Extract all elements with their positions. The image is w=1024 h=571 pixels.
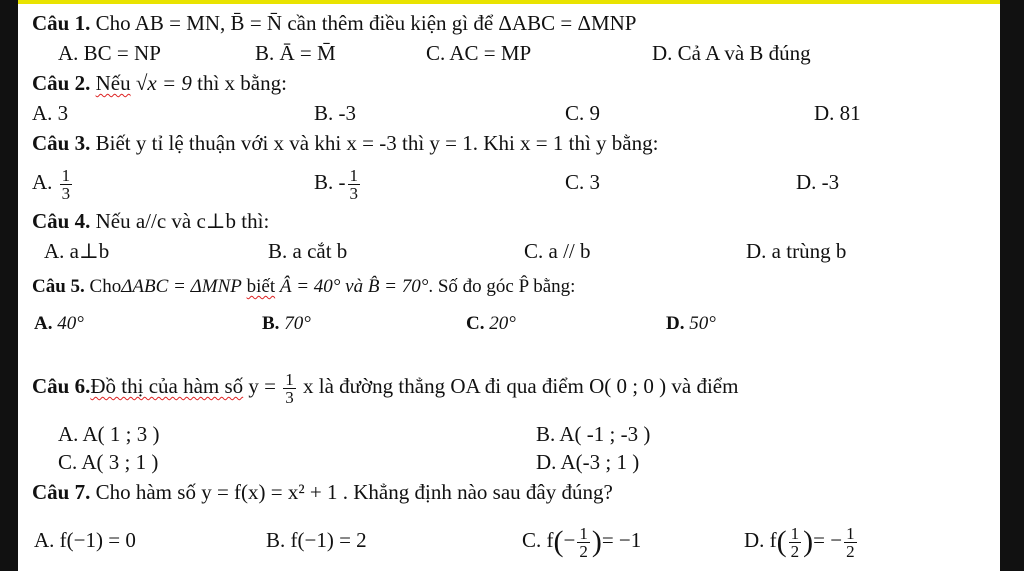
question-5 [18,272,1000,302]
numerator: 1 [790,523,800,543]
option-b[interactable] [262,309,311,339]
options-7 [18,518,1000,562]
question-2 [18,68,1000,98]
question-text: Biết y tỉ lệ thuận với x và khi x = -3 thì y = 1. Khi x = 1 thì y bằng: [95,131,659,155]
option-d[interactable]: D. 81 [814,101,861,125]
option-a[interactable]: A. f(−1) = 0 [34,528,136,552]
option-d[interactable] [744,518,859,562]
denominator: 2 [579,541,588,561]
options-4 [18,236,1000,266]
denominator: 2 [846,541,855,561]
paren-close: ) [803,525,814,559]
numerator: 1 [846,523,855,543]
question-7 [18,477,1000,507]
question-text-post: thì x bằng: [197,71,287,95]
paren-close: ) [591,525,602,559]
right-border [1000,0,1024,571]
option-label: A. [34,313,53,334]
option-label: D. [666,313,685,334]
option-value: 50° [689,313,716,334]
question-number: Câu 7. [32,480,91,504]
question-text-mid: biết [246,276,276,297]
denominator: 3 [61,183,71,203]
question-text-post: . Số đo góc P̂ bằng: [428,276,576,297]
question-3 [18,128,1000,158]
question-text: Cho AB = MN, B̄ = N̄ cần thêm điều kiện gì để ΔABC = ΔMNP [95,11,637,35]
option-c[interactable]: C. 9 [565,101,601,125]
option-label: D. f [744,528,777,552]
question-number: Câu 4. [32,209,91,233]
options-1 [18,38,1000,68]
option-value: 40° [57,313,84,334]
option-b[interactable]: B. A( -1 ; -3 ) [536,422,651,446]
option-b[interactable]: B. f(−1) = 2 [266,528,367,552]
option-d[interactable]: D. Cả A và B đúng [652,41,811,65]
question-number: Câu 6. [32,374,91,398]
option-value: 20° [489,313,516,334]
fraction [283,371,296,406]
option-a[interactable] [32,164,74,202]
option-b[interactable]: B. a cắt b [268,239,348,263]
result: = − [813,528,843,552]
math-expression-2: Â = 40° và B̂ = 70° [279,276,429,297]
denominator: 3 [285,387,294,407]
option-value: 70° [284,313,311,334]
option-a[interactable]: A. 3 [32,101,69,125]
option-label: C. f [522,528,554,552]
sign: − [563,528,576,552]
question-number: Câu 3. [32,131,91,155]
question-1 [18,8,1000,38]
question-text-post: x là đường thẳng OA đi qua điểm O( 0 ; 0 ) và điểm [303,374,739,398]
question-text-pre: Cho [89,276,122,297]
paren-open: ( [553,525,564,559]
option-label: C. [466,313,485,334]
left-border [0,0,18,571]
fraction [789,525,802,560]
option-c[interactable] [466,309,516,339]
option-c[interactable]: C. AC = MP [426,41,532,65]
option-b[interactable]: B. Ā = M̄ [255,41,336,65]
question-number: Câu 5. [32,276,85,297]
option-c[interactable]: C. a // b [524,239,591,263]
question-text-pre: Đồ thị của hàm số [90,374,244,398]
result: = −1 [601,528,642,552]
option-label: B. [262,313,280,334]
numerator: 1 [285,369,294,389]
fraction [348,167,361,202]
paren-open: ( [776,525,787,559]
math-expression: ΔABC = ΔMNP [121,276,242,297]
math-expression: √x = 9 [135,71,192,95]
option-a[interactable] [34,309,84,339]
numerator: 1 [579,523,588,543]
question-number: Câu 1. [32,11,91,35]
question-text: Nếu a//c và c⊥b thì: [95,209,270,233]
fraction [60,167,73,202]
numerator: 1 [61,165,71,185]
option-d[interactable]: D. A(-3 ; 1 ) [536,450,640,474]
option-c[interactable]: C. 3 [565,170,601,194]
question-number: Câu 2. [32,71,91,95]
numerator: 1 [349,165,358,185]
option-c[interactable]: C. A( 3 ; 1 ) [58,450,159,474]
option-label: A. [32,170,53,194]
option-c[interactable] [522,518,641,562]
options-2 [18,98,1000,128]
option-a[interactable]: A. BC = NP [58,41,161,65]
option-d[interactable] [666,309,716,339]
denominator: 3 [349,183,358,203]
option-b[interactable] [314,164,362,202]
option-label: B. - [314,170,346,194]
options-6-row-1 [18,419,1000,449]
function-y: y = [248,374,277,398]
question-6 [18,366,1000,406]
options-3 [18,164,1000,203]
question-4 [18,206,1000,236]
fraction [577,525,590,560]
option-b[interactable]: B. -3 [314,101,356,125]
worksheet [18,4,1000,571]
denominator: 2 [790,541,800,561]
option-d[interactable]: D. -3 [796,170,840,194]
question-text-pre: Nếu [95,71,131,95]
question-text: Cho hàm số y = f(x) = x² + 1 . Khẳng định nào sau đây đúng? [95,480,613,504]
options-6-row-2 [18,447,1000,477]
option-d[interactable]: D. a trùng b [746,239,847,263]
option-a[interactable]: A. A( 1 ; 3 ) [58,422,160,446]
option-a[interactable]: A. a⊥b [44,239,110,263]
options-5 [18,309,1000,339]
result-fraction [844,525,857,560]
